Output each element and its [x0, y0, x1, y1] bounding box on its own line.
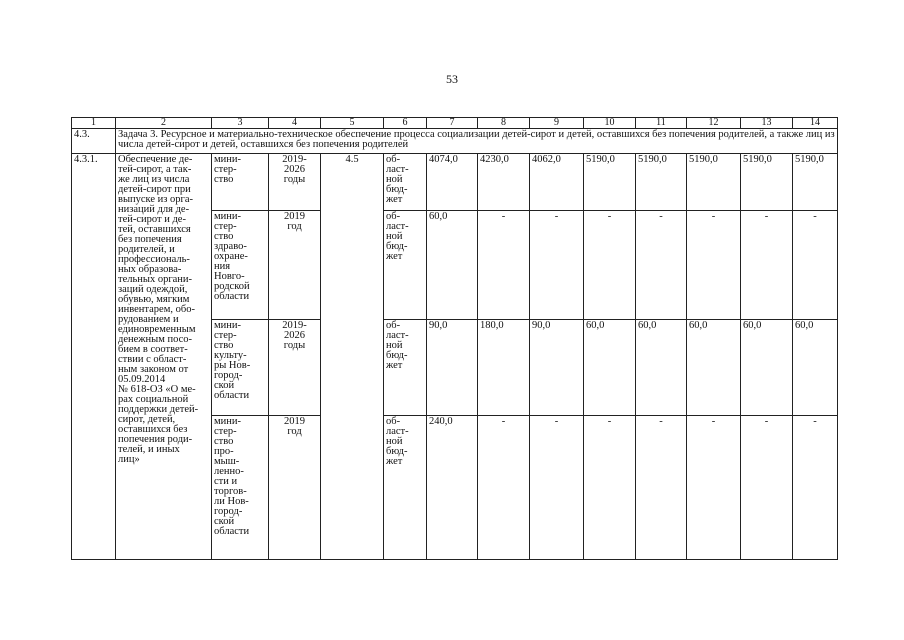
value-cell: 5190,0: [741, 154, 793, 211]
period-cell: 2019- 2026 годы: [269, 320, 321, 416]
value-cell: -: [636, 211, 687, 320]
value-cell: 60,0: [427, 211, 478, 320]
value-cell: 4062,0: [530, 154, 584, 211]
value-cell: -: [478, 416, 530, 560]
column-number: 6: [384, 118, 427, 129]
value-cell: -: [636, 416, 687, 560]
period-cell: 2019 год: [269, 416, 321, 560]
source-cell: об- ласт- ной бюд- жет: [384, 211, 427, 320]
column-number: 1: [72, 118, 116, 129]
value-cell: 60,0: [584, 320, 636, 416]
value-cell: -: [741, 211, 793, 320]
program-table: [71, 117, 838, 560]
value-cell: 60,0: [687, 320, 741, 416]
value-cell: -: [793, 416, 838, 560]
executor-cell: мини- стер- ство культу- ры Нов- город- ской области: [212, 320, 269, 416]
value-cell: -: [530, 416, 584, 560]
target-indicator: 4.5: [321, 154, 384, 560]
column-number: 9: [530, 118, 584, 129]
value-cell: 5190,0: [636, 154, 687, 211]
value-cell: -: [584, 416, 636, 560]
column-number: 12: [687, 118, 741, 129]
value-cell: 180,0: [478, 320, 530, 416]
page-number: 53: [446, 72, 458, 86]
executor-cell: мини- стер- ство про- мыш- ленно- сти и торгов- ли Нов- город- ской области: [212, 416, 269, 560]
value-cell: -: [584, 211, 636, 320]
value-cell: -: [687, 211, 741, 320]
value-cell: 5190,0: [793, 154, 838, 211]
value-cell: 5190,0: [687, 154, 741, 211]
item-number: 4.3.1.: [72, 154, 116, 560]
period-cell: 2019- 2026 годы: [269, 154, 321, 211]
column-number: 7: [427, 118, 478, 129]
column-number: 11: [636, 118, 687, 129]
value-cell: 60,0: [636, 320, 687, 416]
task-number: 4.3.: [72, 129, 116, 154]
source-cell: об- ласт- ной бюд- жет: [384, 416, 427, 560]
value-cell: 4074,0: [427, 154, 478, 211]
executor-cell: мини- стер- ство: [212, 154, 269, 211]
value-cell: 90,0: [427, 320, 478, 416]
column-number: 4: [269, 118, 321, 129]
column-number-row: [72, 118, 838, 129]
value-cell: -: [687, 416, 741, 560]
item-description: Обеспечение де- тей-сирот, а так- же лиц из числа детей-сирот при выпуске из орга- низаций для де- тей-сирот и де- тей, оставшихся без попечения родителей, и профессиональ- ных образова- тельных органи- заций одеждой, обувью, мягким инвентарем, обо- рудованием и единовременным денежным посо- бием в соответ- ствии с област- ным законом от 05.09.2014 № 618-ОЗ «О ме- рах социальной поддержки детей- сирот, детей, оставшихся без попечения роди- телей, и иных лиц»: [116, 154, 212, 560]
value-cell: -: [478, 211, 530, 320]
value-cell: -: [530, 211, 584, 320]
value-cell: 60,0: [793, 320, 838, 416]
column-number: 13: [741, 118, 793, 129]
period-cell: 2019 год: [269, 211, 321, 320]
column-number: 10: [584, 118, 636, 129]
value-cell: -: [793, 211, 838, 320]
source-cell: об- ласт- ной бюд- жет: [384, 320, 427, 416]
task-text: Задача 3. Ресурсное и материально-техническое обеспечение процесса социализации детей-сирот и детей, оставшихся без попечения родителей, а также лиц из числа детей-сирот и детей, оставшихся без попечения родителей: [116, 129, 838, 154]
task-row: [72, 129, 838, 154]
table-row: [72, 154, 838, 211]
value-cell: 60,0: [741, 320, 793, 416]
value-cell: 5190,0: [584, 154, 636, 211]
value-cell: 90,0: [530, 320, 584, 416]
source-cell: об- ласт- ной бюд- жет: [384, 154, 427, 211]
column-number: 5: [321, 118, 384, 129]
column-number: 14: [793, 118, 838, 129]
executor-cell: мини- стер- ство здраво- охране- ния Новго- родской области: [212, 211, 269, 320]
value-cell: 4230,0: [478, 154, 530, 211]
value-cell: -: [741, 416, 793, 560]
column-number: 8: [478, 118, 530, 129]
value-cell: 240,0: [427, 416, 478, 560]
column-number: 2: [116, 118, 212, 129]
column-number: 3: [212, 118, 269, 129]
